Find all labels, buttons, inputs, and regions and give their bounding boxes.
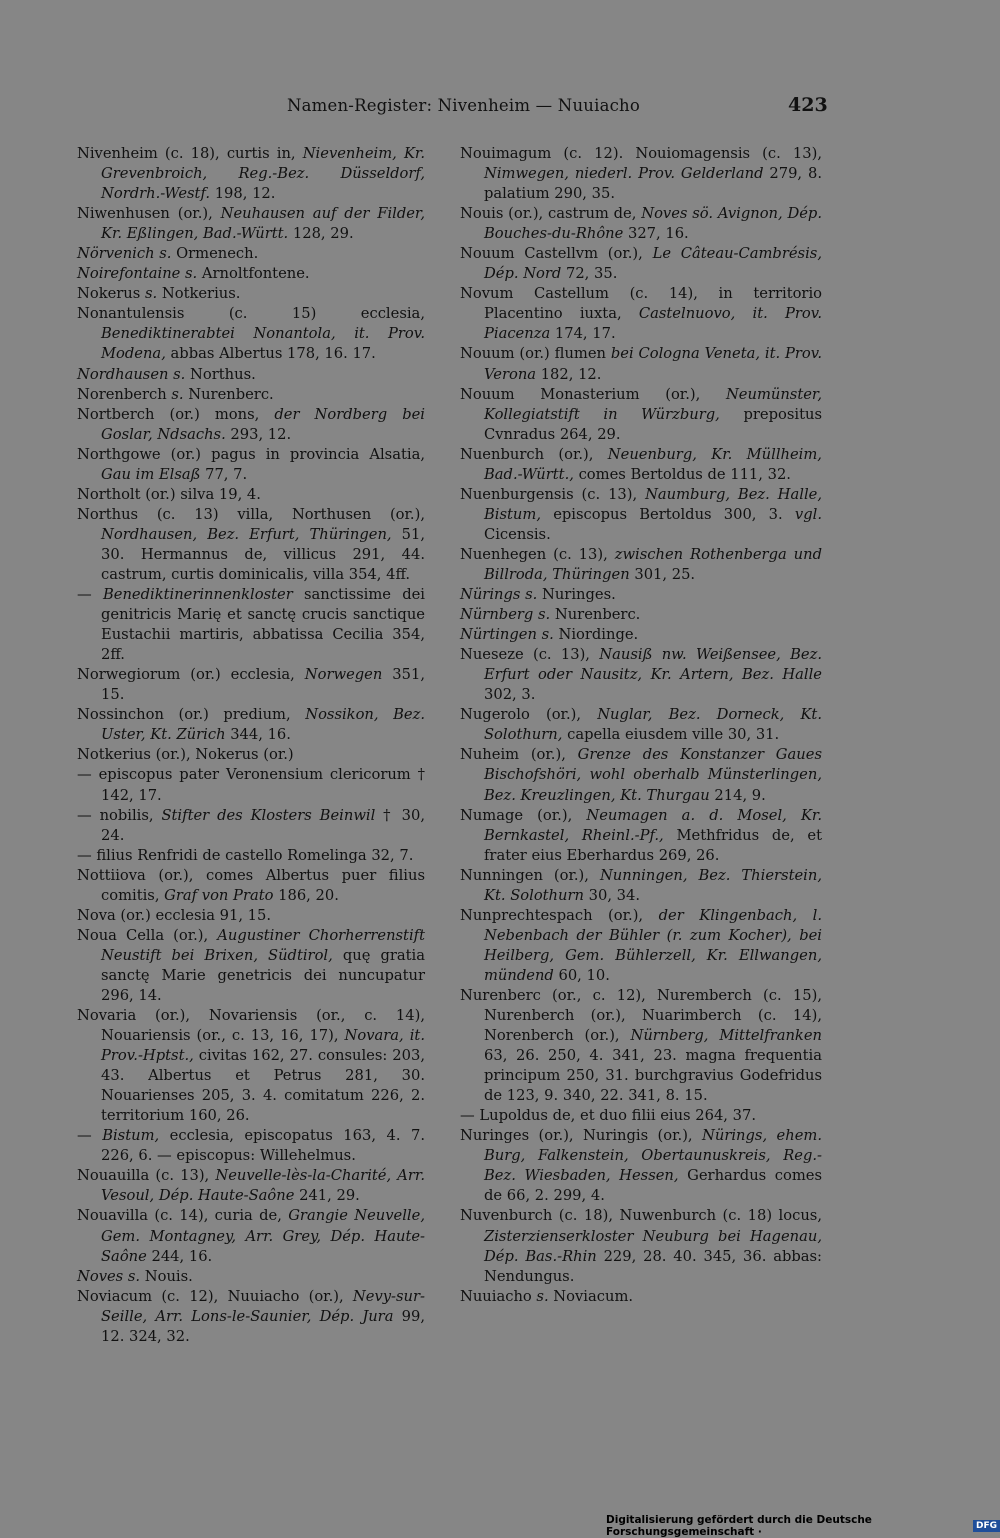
right-column bbox=[460, 144, 822, 1307]
entry-text: Nottiiova (or.), comes Albertus puer filius comitis, bbox=[77, 866, 425, 904]
entry-text: Northolt (or.) silva 19, 4. bbox=[77, 485, 261, 503]
entry-text: Nokerus bbox=[77, 285, 145, 303]
index-entry bbox=[460, 705, 822, 745]
entry-text: Niwenhusen (or.), bbox=[77, 205, 221, 223]
index-entry bbox=[460, 445, 822, 485]
entry-italic-text: Gau im Elsaß bbox=[101, 465, 201, 483]
entry-text: Nueseze (c. 13), bbox=[460, 646, 600, 664]
index-entry bbox=[460, 645, 822, 705]
entry-text: Northus. bbox=[185, 365, 256, 383]
index-entry bbox=[77, 244, 425, 264]
entry-text: — filius Renfridi de castello Romelinga 32, 7. bbox=[77, 846, 414, 864]
entry-italic-text: vgl. bbox=[794, 505, 822, 523]
entry-italic-text: Stifter des Klosters Beinwil bbox=[161, 806, 376, 824]
index-entry bbox=[460, 906, 822, 986]
index-entry bbox=[460, 585, 822, 605]
index-entry bbox=[77, 1287, 425, 1347]
entry-italic-text: Neumünster, Kollegiatstift in Würzburg, bbox=[484, 385, 822, 423]
entry-italic-text: Nuglar, Bez. Dorneck, Kt. Solothurn, bbox=[484, 706, 822, 744]
entry-text: Nurenberc. bbox=[183, 385, 274, 403]
index-entry bbox=[460, 806, 822, 866]
entry-text: 241, 29. bbox=[294, 1187, 360, 1205]
index-entry bbox=[77, 385, 425, 405]
entry-text: 63, 26. 250, 4. 341, 23. magna frequentia principum 250, 31. burchgravius Godefridus de 123, 9. 340, 22. 341, 8. 15. bbox=[484, 1047, 822, 1105]
entry-text: capella eiusdem ville 30, 31. bbox=[562, 726, 780, 744]
index-entry bbox=[460, 385, 822, 445]
index-entry bbox=[77, 926, 425, 1006]
entry-italic-text: Noves s. bbox=[77, 1267, 141, 1285]
entry-italic-text: Neuvelle-lès-la-Charité, Arr. Vesoul, Dép. Haute-Saône bbox=[101, 1167, 426, 1205]
entry-text: † 30, 24. bbox=[101, 806, 425, 844]
entry-text: Nunningen (or.), bbox=[460, 866, 600, 884]
entry-italic-text: Nürings s. bbox=[460, 586, 538, 604]
entry-text: Northus (c. 13) villa, Northusen (or.), bbox=[77, 505, 425, 523]
index-entry bbox=[460, 745, 822, 805]
entry-italic-text: zwischen Rothenberga und Billroda, Thüringen bbox=[484, 545, 822, 583]
entry-text: — Lupoldus de, et duo filii eius 264, 37. bbox=[460, 1107, 756, 1125]
entry-text: 72, 35. bbox=[561, 265, 618, 283]
entry-text: Northgowe (or.) pagus in provincia Alsatia, bbox=[77, 445, 425, 463]
entry-italic-text: Castelnuovo, it. Prov. Piacenza bbox=[484, 305, 822, 343]
entry-text: 351, 15. bbox=[101, 666, 426, 704]
index-entry bbox=[77, 1206, 425, 1266]
index-entry bbox=[77, 1006, 425, 1126]
index-entry bbox=[460, 605, 822, 625]
entry-text: 174, 17. bbox=[550, 325, 616, 343]
index-entry bbox=[77, 866, 425, 906]
entry-text: ecclesia, episcopatus 163, 4. 7. 226, 6. — episcopus: Willehelmus. bbox=[101, 1127, 425, 1165]
footer-text: Digitalisierung gefördert durch die Deutsche Forschungsgemeinschaft · bbox=[606, 1514, 872, 1538]
entry-text: Nouis. bbox=[140, 1267, 193, 1285]
index-entry bbox=[77, 1166, 425, 1206]
entry-text: prepositus Cvnradus 264, 29. bbox=[484, 405, 822, 443]
entry-italic-text: Noirefontaine s. bbox=[77, 265, 198, 283]
entry-text: 279, 8. palatium 290, 35. bbox=[484, 165, 822, 203]
entry-italic-text: Neumagen a. d. Mosel, Kr. Bernkastel, Rheinl.-Pf., bbox=[484, 806, 822, 844]
entry-text: 344, 16. bbox=[225, 726, 291, 744]
entry-text: — bbox=[77, 1127, 103, 1145]
entry-text: Nouis (or.), castrum de, bbox=[460, 205, 642, 223]
entry-italic-text: Bistum, bbox=[102, 1127, 160, 1145]
entry-text: 30, 34. bbox=[583, 886, 641, 904]
entry-text: Ormenech. bbox=[171, 245, 259, 263]
index-entry bbox=[77, 405, 425, 445]
index-entry bbox=[77, 144, 425, 204]
entry-text: 60, 10. bbox=[553, 966, 610, 984]
entry-text: 186, 20. bbox=[273, 886, 339, 904]
entry-text: civitas 162, 27. consules: 203, 43. Albertus et Petrus 281, 30. Nouarienses 205, 3. 4. comitatum 226, 2. territorium 160, 26. bbox=[101, 1047, 425, 1125]
entry-text: 229, 28. 40. 345, 36. abbas: Nendungus. bbox=[484, 1247, 822, 1285]
entry-text: Niordinge. bbox=[553, 626, 639, 644]
index-entry bbox=[460, 625, 822, 645]
index-entry bbox=[460, 144, 822, 204]
entry-italic-text: Zisterzienserkloster Neuburg bei Hagenau, Dép. Bas.-Rhin bbox=[484, 1227, 822, 1265]
entry-text: 301, 25. bbox=[629, 565, 696, 583]
entry-text: Nortberch (or.) mons, bbox=[77, 405, 275, 423]
entry-text: Nouum Castellvm (or.), bbox=[460, 245, 653, 263]
index-entry bbox=[460, 204, 822, 244]
index-entry bbox=[77, 264, 425, 284]
entry-italic-text: Grenze des Konstanzer Gaues Bischofshöri, wohl oberhalb Münsterlingen, Bez. Kreuzlingen, Kt. Thurgau bbox=[484, 746, 822, 804]
index-entry bbox=[77, 846, 425, 866]
entry-text: Nuenburgensis (c. 13), bbox=[460, 485, 646, 503]
entry-text: Nugerolo (or.), bbox=[460, 706, 598, 724]
entry-text: 77, 7. bbox=[200, 465, 248, 483]
page-header bbox=[0, 96, 1000, 120]
index-entry bbox=[77, 1126, 425, 1166]
index-entry bbox=[77, 1267, 425, 1287]
entry-text: Nuvenburch (c. 18), Nuwenburch (c. 18) locus, bbox=[460, 1207, 822, 1225]
entry-italic-text: Nordhausen s. bbox=[77, 365, 186, 383]
entry-text: Nuenhegen (c. 13), bbox=[460, 545, 615, 563]
entry-italic-text: Norwegen bbox=[304, 666, 383, 684]
index-entry bbox=[77, 765, 425, 805]
entry-text: — bbox=[77, 586, 103, 604]
entry-italic-text: Nordhausen, Bez. Erfurt, Thüringen, bbox=[101, 525, 392, 543]
entry-italic-text: Nievenheim, Kr. Grevenbroich, Reg.-Bez. Düsseldorf, Nordrh.-Westf. bbox=[101, 145, 425, 203]
entry-italic-text: der Klingenbach, l. Nebenbach der Bühler (r. zum Kocher), bei Heilberg, Gem. Bühlerzell, Kr. Ellwangen, mündend bbox=[484, 906, 822, 984]
entry-italic-text: Nunningen, Bez. Thierstein, Kt. Solothurn bbox=[484, 866, 823, 904]
entry-text: 214, 9. bbox=[709, 786, 766, 804]
index-entry bbox=[77, 505, 425, 585]
entry-text: 128, 29. bbox=[288, 225, 354, 243]
dfg-logo: DFG bbox=[973, 1520, 1000, 1532]
index-entry bbox=[77, 585, 425, 665]
entry-text: — nobilis, bbox=[77, 806, 162, 824]
entry-text: Norwegiorum (or.) ecclesia, bbox=[77, 666, 305, 684]
index-entry bbox=[460, 1106, 822, 1126]
entry-text: 302, 3. bbox=[484, 686, 536, 704]
entry-italic-text: Graf von Prato bbox=[164, 886, 274, 904]
entry-text: Cicensis. bbox=[484, 525, 551, 543]
entry-text: 293, 12. bbox=[225, 425, 292, 443]
entry-text: 327, 16. bbox=[623, 225, 689, 243]
entry-text: Noviacum (c. 12), Nuuiacho (or.), bbox=[77, 1287, 353, 1305]
entry-text: Novum Castellum (c. 14), in territorio Placentino iuxta, bbox=[460, 285, 822, 323]
entry-italic-text: Nürings, ehem. Burg, Falkenstein, Obertaunuskreis, Reg.-Bez. Wiesbaden, Hessen, bbox=[484, 1127, 822, 1185]
index-entry bbox=[77, 906, 425, 926]
entry-italic-text: Naumburg, Bez. Halle, Bistum, bbox=[484, 485, 823, 523]
entry-text: 51, 30. Hermannus de, villicus 291, 44. castrum, curtis dominicalis, villa 354, 4ff. bbox=[101, 525, 425, 583]
entry-text: Numage (or.), bbox=[460, 806, 587, 824]
index-entry bbox=[460, 866, 822, 906]
entry-text: 182, 12. bbox=[536, 365, 602, 383]
entry-text: Gerhardus comes de 66, 2. 299, 4. bbox=[484, 1167, 822, 1205]
index-entry bbox=[460, 284, 822, 344]
entry-italic-text: Benediktinerinnenkloster bbox=[102, 586, 293, 604]
entry-text: Nova (or.) ecclesia 91, 15. bbox=[77, 906, 272, 924]
entry-text: Notkerius (or.), Nokerus (or.) bbox=[77, 746, 294, 764]
footer-credit bbox=[606, 1514, 1000, 1538]
index-entry bbox=[77, 485, 425, 505]
entry-text: Nurenberc (or., c. 12), Nuremberch (c. 15), Nurenberch (or.), Nuarimberch (c. 14), Norenberch (or.), bbox=[460, 986, 822, 1045]
entry-text: sanctissime dei genitricis Marię et sanctę crucis sanctique Eustachii martiris, abbatissa Cecilia 354, 2ff. bbox=[101, 586, 426, 664]
entry-text: Methfridus de, et frater eius Eberhardus 269, 26. bbox=[484, 826, 822, 864]
entry-text: Nonantulensis (c. 15) ecclesia, bbox=[77, 305, 425, 323]
entry-italic-text: Neuhausen auf der Filder, Kr. Eßlingen, Bad.-Württ. bbox=[101, 205, 426, 243]
entry-text: Nuheim (or.), bbox=[460, 746, 578, 764]
entry-italic-text: Nimwegen, niederl. Prov. Gelderland bbox=[484, 165, 764, 183]
entry-italic-text: Nossikon, Bez. Uster, Kt. Zürich bbox=[101, 706, 425, 744]
entry-text: episcopus Bertoldus 300, 3. bbox=[541, 505, 795, 523]
entry-italic-text: Nürnberg s. bbox=[460, 606, 551, 624]
running-title: Namen-Register: Nivenheim — Nuuiacho bbox=[287, 96, 641, 115]
entry-italic-text: Novara, it. Prov.-Hptst., bbox=[101, 1027, 425, 1065]
index-entry bbox=[77, 806, 425, 846]
entry-text: abbas Albertus 178, 16. 17. bbox=[165, 345, 376, 363]
entry-italic-text: s. bbox=[144, 285, 158, 303]
index-entry bbox=[77, 204, 425, 244]
entry-text: Arnoltfontene. bbox=[197, 265, 310, 283]
entry-italic-text: Nausiß nw. Weißensee, Bez. Erfurt oder Nausitz, Kr. Artern, Bez. Halle bbox=[484, 646, 822, 684]
entry-italic-text: Augustiner Chorherrenstift Neustift bei Brixen, Südtirol, bbox=[101, 926, 425, 964]
index-entry bbox=[460, 1206, 822, 1286]
entry-text: quę gratia sanctę Marie genetricis dei nuncupatur 296, 14. bbox=[101, 946, 425, 1004]
entry-text: Nurenberc. bbox=[550, 606, 641, 624]
entry-italic-text: bei Cologna Veneta, it. Prov. Verona bbox=[484, 345, 822, 383]
entry-text: Nuringes (or.), Nuringis (or.), bbox=[460, 1127, 703, 1145]
entry-italic-text: Nürtingen s. bbox=[460, 626, 554, 644]
left-column bbox=[77, 144, 425, 1347]
index-entry bbox=[77, 705, 425, 745]
entry-text: Nuenburch (or.), bbox=[460, 445, 608, 463]
entry-italic-text: s. bbox=[171, 385, 184, 403]
index-entry bbox=[460, 1126, 822, 1206]
entry-text: Notkerius. bbox=[157, 285, 241, 303]
index-entry bbox=[77, 365, 425, 385]
entry-italic-text: Grangie Neuvelle, Gem. Montagney, Arr. Grey, Dép. Haute-Saône bbox=[101, 1207, 425, 1265]
index-entry bbox=[77, 445, 425, 485]
index-entry bbox=[77, 665, 425, 705]
entry-text: comes Bertoldus de 111, 32. bbox=[573, 465, 791, 483]
entry-text: Nossinchon (or.) predium, bbox=[77, 706, 306, 724]
entry-text: 198, 12. bbox=[210, 185, 276, 203]
entry-italic-text: Le Câteau-Cambrésis, Dép. Nord bbox=[484, 245, 822, 283]
page-number: 423 bbox=[788, 94, 828, 116]
index-entry bbox=[460, 545, 822, 585]
index-entry bbox=[77, 745, 425, 765]
entry-text: Nuuiacho bbox=[460, 1287, 537, 1305]
entry-text: Nouimagum (c. 12). Nouiomagensis (c. 13), bbox=[460, 145, 822, 162]
index-entry bbox=[77, 284, 425, 304]
index-entry bbox=[460, 986, 822, 1106]
entry-italic-text: Neuenburg, Kr. Müllheim, Bad.-Württ., bbox=[484, 445, 822, 483]
index-entry bbox=[460, 244, 822, 284]
entry-italic-text: Noves sö. Avignon, Dép. Bouches-du-Rhône bbox=[484, 205, 822, 243]
entry-text: Nunprechtespach (or.), bbox=[460, 906, 659, 924]
entry-italic-text: Benediktinerabtei Nonantola, it. Prov. Modena, bbox=[101, 325, 425, 363]
entry-italic-text: Nürnberg, Mittelfranken bbox=[630, 1027, 822, 1045]
entry-text: Nouauilla (c. 13), bbox=[77, 1167, 216, 1185]
entry-text: Nivenheim (c. 18), curtis in, bbox=[77, 145, 303, 162]
entry-text: — episcopus pater Veronensium clericorum † 142, 17. bbox=[77, 766, 425, 804]
entry-italic-text: Nörvenich s. bbox=[77, 245, 172, 263]
entry-text: Nouavilla (c. 14), curia de, bbox=[77, 1207, 289, 1225]
index-entry bbox=[460, 344, 822, 384]
entry-text: Nuringes. bbox=[537, 586, 616, 604]
entry-text: Norenberch bbox=[77, 385, 172, 403]
index-entry bbox=[460, 485, 822, 545]
entry-italic-text: der Nordberg bei Goslar, Ndsachs. bbox=[101, 405, 425, 443]
entry-italic-text: Nevy-sur-Seille, Arr. Lons-le-Saunier, Dép. Jura bbox=[101, 1287, 425, 1325]
entry-italic-text: s. bbox=[536, 1287, 549, 1305]
entry-text: Nouum Monasterium (or.), bbox=[460, 385, 726, 403]
entry-text: Novaria (or.), Novariensis (or., c. 14), Nouariensis (or., c. 13, 16, 17), bbox=[77, 1007, 425, 1045]
index-entry bbox=[460, 1287, 822, 1307]
entry-text: 99, 12. 324, 32. bbox=[101, 1307, 426, 1345]
entry-text: Nouum (or.) flumen bbox=[460, 345, 611, 363]
index-entry bbox=[77, 304, 425, 364]
entry-text: Noua Cella (or.), bbox=[77, 926, 218, 944]
entry-text: 244, 16. bbox=[146, 1247, 213, 1265]
entry-text: Noviacum. bbox=[548, 1287, 634, 1305]
